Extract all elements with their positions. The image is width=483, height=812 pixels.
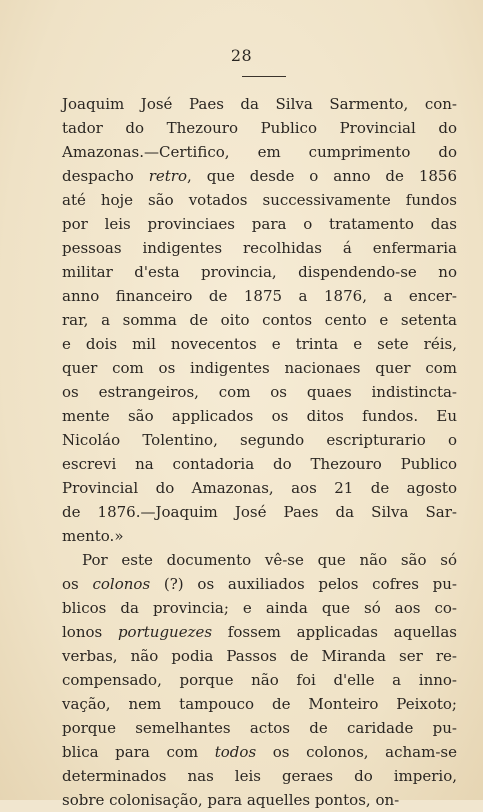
text-line <box>62 428 457 452</box>
text-line <box>62 284 457 308</box>
text-segment: por leis provinciaes para o tratamento das <box>62 215 457 233</box>
text-segment: os <box>62 575 93 593</box>
text-segment: (?) os auxiliados pelos cofres pu- <box>150 575 457 593</box>
text-segment: compensado, porque não foi d'elle a inno- <box>62 671 457 689</box>
text-segment: Amazonas.—Certifico, em cumprimento do <box>62 143 457 161</box>
text-segment: até hoje são votados successivamente fundos <box>62 191 457 209</box>
text-line <box>62 620 457 644</box>
italic-text: colonos <box>92 575 151 593</box>
text-line <box>62 92 457 116</box>
text-segment: porque semelhantes actos de caridade pu- <box>62 719 457 737</box>
text-line <box>62 476 457 500</box>
text-line <box>62 116 457 140</box>
text-line <box>62 188 457 212</box>
text-segment: blicos da provincia; e ainda que só aos co- <box>62 599 457 617</box>
text-segment: Por este documento vê-se que não são só <box>82 551 457 569</box>
header-rule <box>242 76 286 77</box>
text-segment: mento.» <box>62 527 124 545</box>
text-line <box>62 524 457 548</box>
text-line <box>62 236 457 260</box>
text-line <box>62 596 457 620</box>
text-segment: e dois mil novecentos e trinta e sete réis, <box>62 335 457 353</box>
italic-text: retro <box>148 167 188 185</box>
text-line <box>62 260 457 284</box>
text-segment: anno financeiro de 1875 a 1876, a encer- <box>62 287 457 305</box>
text-line <box>62 380 457 404</box>
text-line <box>62 740 457 764</box>
text-line <box>62 572 457 596</box>
body-text <box>62 92 457 812</box>
text-segment: de 1876.—Joaquim José Paes da Silva Sar- <box>62 503 457 521</box>
text-segment: os colonos, acham-se <box>256 743 457 761</box>
text-segment: Joaquim José Paes da Silva Sarmento, con- <box>62 95 457 113</box>
text-line <box>62 140 457 164</box>
text-line <box>62 332 457 356</box>
text-segment: lonos <box>62 623 118 641</box>
page-number: 28 <box>230 46 253 65</box>
text-line <box>62 644 457 668</box>
text-segment: quer com os indigentes nacionaes quer com <box>62 359 457 377</box>
text-segment: os estrangeiros, com os quaes indistincta- <box>62 383 457 401</box>
text-segment: tador do Thezouro Publico Provincial do <box>62 119 457 137</box>
text-line <box>62 548 457 572</box>
text-line <box>62 164 457 188</box>
text-line <box>62 764 457 788</box>
text-segment: militar d'esta provincia, dispendendo-se no <box>62 263 457 281</box>
italic-text: portuguezes <box>117 623 213 641</box>
text-segment: mente são applicados os ditos fundos. Eu <box>62 407 457 425</box>
text-segment: verbas, não podia Passos de Miranda ser re- <box>62 647 457 665</box>
text-segment: blica para com <box>62 743 215 761</box>
text-line <box>62 716 457 740</box>
text-segment: , que desde o anno de 1856 <box>187 167 457 185</box>
text-segment: fossem applicadas aquellas <box>212 623 457 641</box>
text-line <box>62 668 457 692</box>
text-segment: Provincial do Amazonas, aos 21 de agosto <box>62 479 457 497</box>
text-segment: despacho <box>62 167 149 185</box>
text-segment: pessoas indigentes recolhidas á enfermaria <box>62 239 457 257</box>
text-segment: determinados nas leis geraes do imperio, <box>62 767 457 785</box>
text-segment: Nicoláo Tolentino, segundo escripturario o <box>62 431 457 449</box>
text-line <box>62 500 457 524</box>
text-segment: vação, nem tampouco de Monteiro Peixoto; <box>62 695 457 713</box>
text-line <box>62 692 457 716</box>
text-line <box>62 452 457 476</box>
text-segment: rar, a somma de oito contos cento e setenta <box>62 311 457 329</box>
text-segment: sobre colonisação, para aquelles pontos, on- <box>62 791 400 809</box>
text-line <box>62 308 457 332</box>
text-line <box>62 788 457 812</box>
text-line <box>62 212 457 236</box>
text-line <box>62 356 457 380</box>
text-line <box>62 404 457 428</box>
italic-text: todos <box>214 743 257 761</box>
text-segment: escrevi na contadoria do Thezouro Publico <box>62 455 457 473</box>
